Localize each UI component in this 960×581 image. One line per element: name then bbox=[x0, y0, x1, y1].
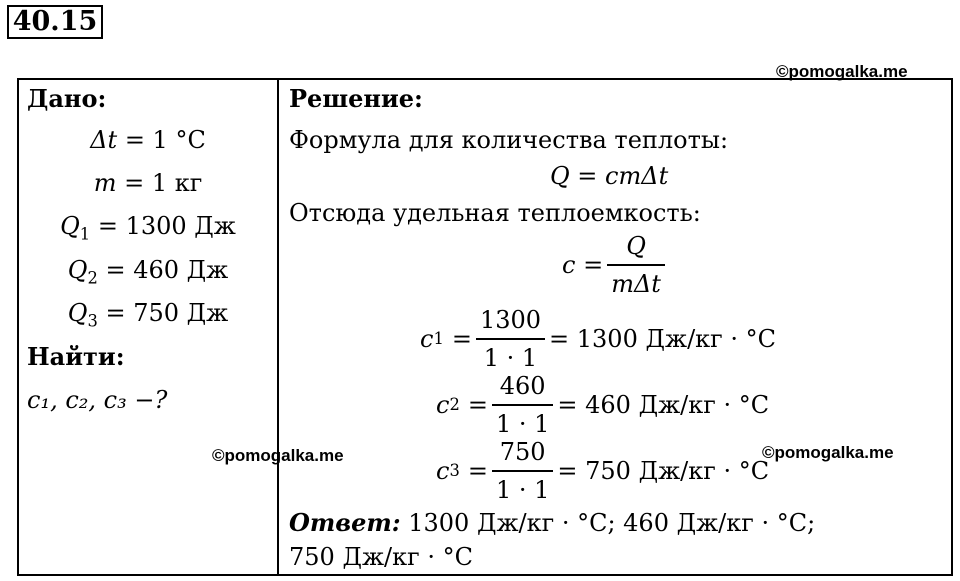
formula-heat: Q = cmΔt bbox=[550, 162, 669, 190]
given-item-mass bbox=[20, 169, 276, 197]
fraction-denominator: 1 · 1 bbox=[483, 344, 538, 372]
fraction-denominator: mΔt bbox=[611, 270, 661, 298]
equation-fraction bbox=[492, 434, 553, 508]
equation-result: = 460 Дж/кг · °C bbox=[557, 391, 770, 419]
given-sub: 1 bbox=[79, 224, 91, 244]
equation-result: = 1300 Дж/кг · °C bbox=[549, 325, 776, 353]
answer-text-1: 1300 Дж/кг · °C; 460 Дж/кг · °C; bbox=[408, 509, 816, 537]
fraction-numerator: 460 bbox=[492, 368, 553, 406]
given-sub: 3 bbox=[87, 311, 98, 331]
answer-line-2: 750 Дж/кг · °C bbox=[289, 543, 473, 571]
problem-number: 40.15 bbox=[7, 5, 103, 39]
watermark-top: ©pomogalka.me bbox=[776, 62, 908, 81]
equation-var: c bbox=[420, 325, 434, 353]
equation-c3: c 3 = $\frac{750}{1 \cdot 1}$ = 750 Дж/кг · °C bbox=[436, 434, 769, 508]
watermark-right: ©pomogalka.me bbox=[762, 443, 894, 462]
given-value: = 1300 Дж bbox=[97, 212, 236, 240]
given-item-q1 bbox=[20, 212, 276, 244]
given-var: Q bbox=[60, 212, 80, 240]
given-var: m bbox=[93, 169, 117, 197]
formula-specific-heat bbox=[562, 228, 669, 302]
equation-fraction bbox=[492, 368, 553, 442]
equation-c1: c 1 = $\frac{1300}{1 \cdot 1}$ = 1300 Дж/кг · °C bbox=[420, 302, 776, 376]
equation-var: c bbox=[436, 457, 450, 485]
given-value: = 750 Дж bbox=[105, 299, 229, 327]
equation-fraction bbox=[476, 302, 545, 376]
fraction-denominator: 1 · 1 bbox=[495, 410, 550, 438]
equation-result: = 750 Дж/кг · °C bbox=[557, 457, 770, 485]
given-item-q2 bbox=[20, 256, 276, 288]
given-value: = 460 Дж bbox=[105, 256, 229, 284]
find-text: c₁, c₂, c₃ −? bbox=[27, 386, 168, 414]
answer-line-1 bbox=[289, 508, 815, 537]
formula-lhs: c = bbox=[562, 251, 604, 279]
answer-label: Ответ: bbox=[289, 508, 401, 537]
given-value: = 1 кг bbox=[124, 169, 203, 197]
fraction-numerator: 750 bbox=[492, 434, 553, 472]
find-heading: Найти: bbox=[27, 342, 125, 371]
watermark-left: ©pomogalka.me bbox=[212, 446, 344, 465]
solution-line-2: Отсюда удельная теплоемкость: bbox=[289, 199, 701, 227]
equation-c2: c 2 = $\frac{460}{1 \cdot 1}$ = 460 Дж/кг · °C bbox=[436, 368, 769, 442]
given-heading: Дано: bbox=[27, 84, 107, 113]
given-value: = 1 °C bbox=[124, 126, 206, 154]
given-item-delta-t bbox=[20, 126, 276, 154]
given-var: Q bbox=[67, 256, 88, 284]
solution-heading: Решение: bbox=[289, 84, 423, 113]
solution-line-1: Формула для количества теплоты: bbox=[289, 126, 729, 154]
column-divider bbox=[277, 78, 279, 576]
fraction-denominator: 1 · 1 bbox=[495, 476, 550, 504]
fraction-numerator: Q bbox=[607, 228, 665, 266]
given-sub: 2 bbox=[87, 268, 98, 288]
formula-fraction bbox=[607, 228, 665, 302]
given-var: Q bbox=[67, 299, 88, 327]
fraction-numerator: 1300 bbox=[476, 302, 545, 340]
equation-var: c bbox=[436, 391, 450, 419]
given-item-q3 bbox=[20, 299, 276, 331]
given-var: Δt bbox=[90, 126, 118, 154]
